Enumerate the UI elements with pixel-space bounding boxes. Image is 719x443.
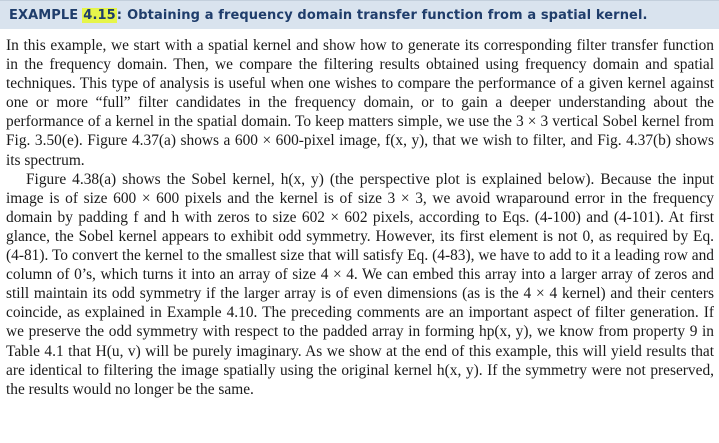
paragraph-2: Figure 4.38(a) shows the Sobel kernel, h(x, y) (the perspective plot is explained below). Because the input image is of size 600 × 600 pixels and the kernel is of size 3 × 3, we avoid wraparound error in the frequency domain by padding f and h with zeros to size 602 × 602 pixels, according to Eqs. (4-100) and (4-101). At first glance, the Sobel kernel appears to exhibit odd symmetry. However, its first element is not 0, as required by Eq. (4-81). To convert the kernel to the smallest size that will satisfy Eq. (4-83), we have to add to it a leading row and column of 0’s, which turns it into an array of size 4 × 4. We can embed this array into a larger array of zeros and still maintain its odd symmetry if the larger array is of even dimensions (as is the 4 × 4 kernel) and their centers coincide, as explained in Example 4.10. The preceding comments are an important aspect of filter generation. If we preserve the odd symmetry with respect to the padded array in forming hp(x, y), we know from property 9 in Table 4.1 that H(u, v) will be purely imaginary. As we show at the end of this example, this will yield results that are identical to filtering the image spatially using the original kernel h(x, y). If the symmetry were not preserved, the results would no longer be the same.: [6, 170, 714, 398]
example-header: [0, 0, 719, 29]
example-number: 4.15: [83, 7, 116, 23]
example-label: EXAMPLE: [9, 7, 79, 23]
example-body: [6, 36, 714, 399]
example-title: Obtaining a frequency domain transfer function from a spatial kernel.: [127, 7, 648, 23]
header-colon: :: [116, 7, 123, 23]
paragraph-1: In this example, we start with a spatial kernel and show how to generate its corresponding filter transfer function in the frequency domain. Then, we compare the filtering results obtained using frequency domain and spatial techniques. This type of analysis is useful when one wishes to compare the performance of a given kernel against one or more “full” filter candidates in the frequency domain, or to gain a deeper understanding about the performance of a kernel in the spatial domain. To keep matters simple, we use the 3 × 3 vertical Sobel kernel from Fig. 3.50(e). Figure 4.37(a) shows a 600 × 600-pixel image, f(x, y), that we wish to filter, and Fig. 4.37(b) shows its spectrum.: [6, 37, 714, 169]
